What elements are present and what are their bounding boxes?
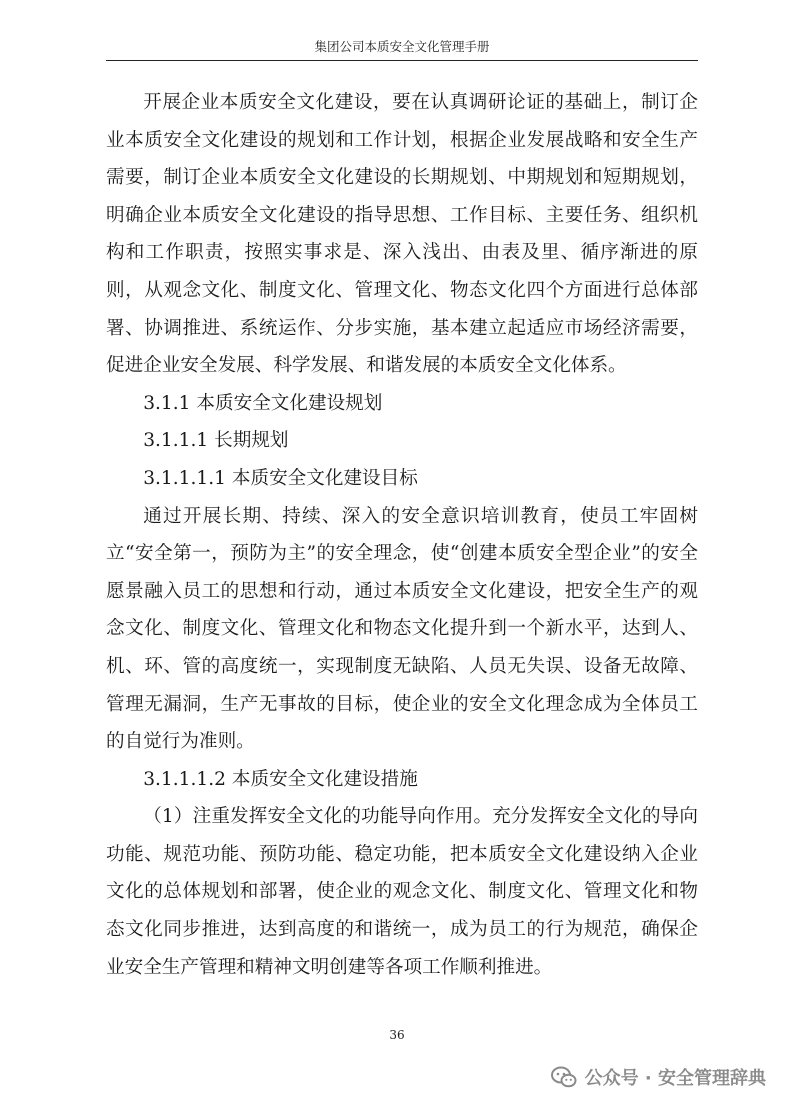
document-body <box>106 84 698 986</box>
watermark <box>551 1064 766 1090</box>
section-heading-3-1-1-1: 3.1.1.1 长期规划 <box>143 430 289 452</box>
running-header <box>106 38 698 61</box>
goal-paragraph: 通过开展长期、持续、深入的安全意识培训教育，使员工牢固树立“安全第一，预防为主”的安全理念，使“创建本质安全型企业”的安全愿景融入员工的思想和行动，通过本质安全文化建设，把安全生产的观念文化、制度文化、管理文化和物态文化提升到一个新水平，达到人、机、环、管的高度统一，实现制度无缺陷、人员无失误、设备无故障、管理无漏洞，生产无事故的目标，使企业的安全文化理念成为全体员工的自觉行为准则。 <box>106 505 698 753</box>
measure-paragraph-1: （1）注重发挥安全文化的功能导向作用。充分发挥安全文化的导向功能、规范功能、预防功能、稳定功能，把本质安全文化建设纳入企业文化的总体规划和部署，使企业的观念文化、制度文化、管理文化和物态文化同步推进，达到高度的和谐统一，成为员工的行为规范，确保企业安全生产管理和精神文明创建等各项工作顺利推进。 <box>106 806 698 978</box>
section-heading-3-1-1: 3.1.1 本质安全文化建设规划 <box>143 392 383 414</box>
page-number: 36 <box>389 1028 405 1042</box>
wechat-icon <box>551 1066 577 1088</box>
watermark-text: 公众号 · 安全管理辞典 <box>584 1068 766 1089</box>
section-heading-3-1-1-1-1: 3.1.1.1.1 本质安全文化建设目标 <box>143 467 418 489</box>
section-heading-3-1-1-1-2: 3.1.1.1.2 本质安全文化建设措施 <box>143 768 418 790</box>
intro-paragraph: 开展企业本质安全文化建设，要在认真调研论证的基础上，制订企业本质安全文化建设的规划和工作计划，根据企业发展战略和安全生产需要，制订企业本质安全文化建设的长期规划、中期规划和短期规划，明确企业本质安全文化建设的指导思想、工作目标、主要任务、组织机构和工作职责，按照实事求是、深入浅出、由表及里、循序渐进的原则，从观念文化、制度文化、管理文化、物态文化四个方面进行总体部署、协调推进、系统运作、分步实施，基本建立起适应市场经济需要，促进企业安全发展、科学发展、和谐发展的本质安全文化体系。 <box>106 92 698 377</box>
header-title: 集团公司本质安全文化管理手册 <box>314 39 490 54</box>
